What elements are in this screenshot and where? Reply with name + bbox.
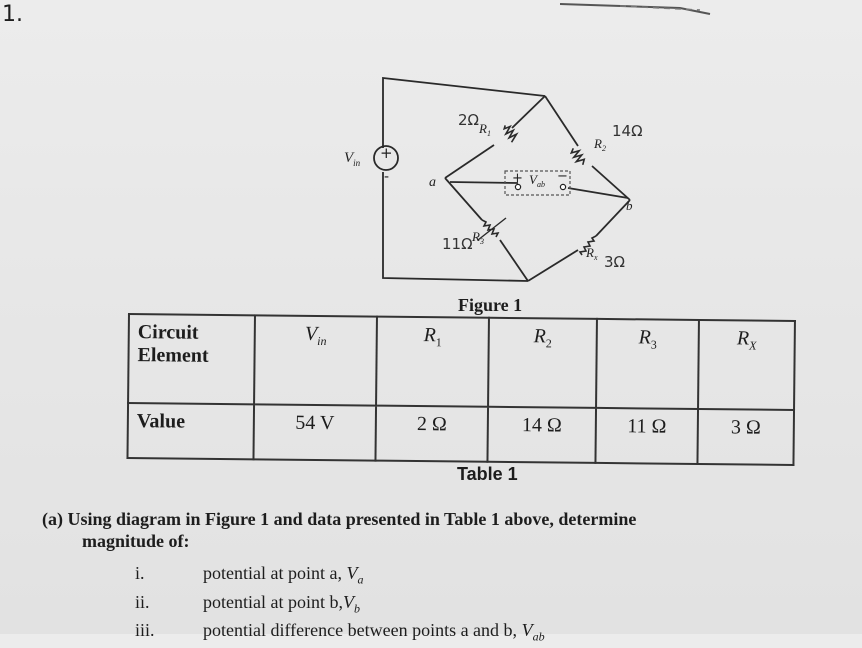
data-table — [126, 313, 793, 466]
item-text: potential at point a, $V_a$ — [203, 563, 364, 587]
node-b-label: b — [626, 198, 633, 213]
r3-label: $R_3$ — [472, 229, 484, 246]
r2-label: $R_2$ — [594, 136, 606, 153]
question-line-2: magnitude of: — [82, 531, 190, 551]
vin-label: $V_{in}$ — [344, 150, 361, 168]
r3-handwritten-value: 11Ω — [442, 235, 473, 253]
vab-label: $V_{ab}$ — [529, 172, 545, 189]
r1-resistor — [501, 123, 519, 142]
header-r3: $R_3$ — [596, 319, 699, 409]
item-number: ii. — [135, 591, 150, 612]
list-item — [135, 619, 545, 648]
vab-terminal-minus — [560, 184, 565, 189]
header-r2: $R_2$ — [488, 318, 597, 408]
rx-handwritten-value: 3Ω — [604, 253, 626, 271]
table-header-row — [128, 314, 795, 410]
rx-label: $R_x$ — [586, 245, 598, 262]
question-line-1: (a) Using diagram in Figure 1 and data presented in Table 1 above, determine — [42, 509, 637, 529]
table-caption: Table 1 — [457, 464, 518, 484]
item-text: potential at point $b,V_b$ — [203, 591, 360, 616]
figure-caption: Figure 1 — [458, 295, 523, 315]
list-item — [135, 562, 545, 591]
r1-label: $R_1$ — [479, 121, 491, 138]
circuit-diagram — [0, 0, 862, 300]
vab-minus: − — [557, 169, 568, 184]
r1-handwritten-value: 2Ω — [458, 111, 480, 129]
header-vin: $V_{in}$ — [254, 315, 377, 405]
header-r1: $R_1$ — [376, 317, 489, 407]
value-rx: 3 Ω — [697, 409, 794, 465]
node-a-label: a — [429, 175, 436, 190]
header-rx: $R_X$ — [698, 320, 795, 410]
table-value-row — [127, 403, 794, 465]
value-r3: 11 Ω — [595, 408, 698, 464]
header-circuit-element: Circuit Element — [128, 314, 255, 404]
item-number: i. — [135, 563, 145, 583]
vab-plus: + — [512, 171, 523, 186]
source-plus: + — [380, 144, 393, 162]
r2-handwritten-value: 14Ω — [612, 122, 643, 140]
item-text: potential difference between points a and b, $V_{ab}$ — [203, 620, 545, 644]
r2-resistor — [570, 146, 586, 166]
source-minus: - — [384, 169, 390, 185]
value-r1: 2 Ω — [375, 406, 488, 462]
item-number: iii. — [135, 620, 155, 641]
value-label: Value — [127, 403, 254, 459]
question-items — [135, 562, 545, 648]
question-text — [42, 508, 762, 552]
list-item — [135, 591, 545, 620]
value-r2: 14 Ω — [487, 407, 596, 463]
value-vin: 54 V — [253, 404, 376, 460]
question-number: 1. — [2, 2, 23, 27]
